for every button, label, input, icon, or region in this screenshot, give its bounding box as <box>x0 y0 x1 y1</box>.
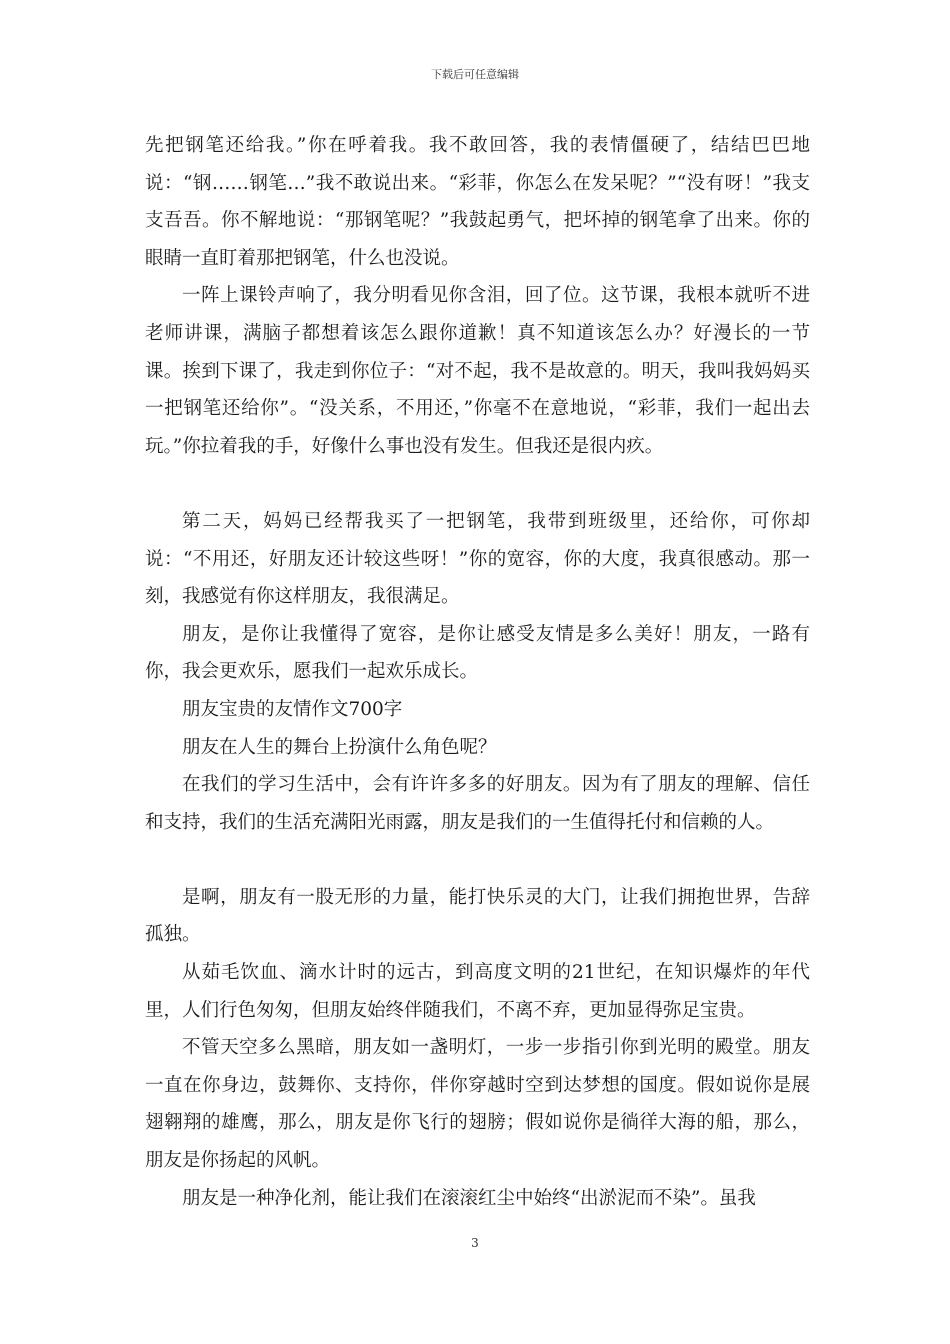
paragraph-1: 先把钢笔还给我。”你在呼着我。我不敢回答，我的表情僵硬了，结结巴巴地说：“钢……钢笔…”我不敢说出来。“彩菲，你怎么在发呆呢？”“没有呀！”我支支吾吾。你不解地说：“那钢笔呢？”我鼓起勇气，把坏掉的钢笔拿了出来。你的眼睛一直盯着那把钢笔，什么也没说。 <box>145 135 810 269</box>
paragraph-7: 是啊，朋友有一股无形的力量，能打快乐灵的大门，让我们拥抱世界，告辞孤独。 <box>145 886 810 946</box>
paragraph-9: 不管天空多么黑暗，朋友如一盏明灯，一步一步指引你到光明的殿堂。朋友一直在你身边，鼓舞你、支持你，伴你穿越时空到达梦想的国度。假如说你是展翅翱翔的雄鹰，那么，朋友是你飞行的翅膀；假如说你是徜徉大海的船，那么，朋友是你扬起的风帆。 <box>145 1037 810 1172</box>
paragraph-4: 朋友，是你让我懂得了宽容，是你让感受友情是多么美好！朋友，一路有你，我会更欢乐，愿我们一起欢乐成长。 <box>145 623 810 683</box>
paragraph-6: 在我们的学习生活中，会有许许多多的好朋友。因为有了朋友的理解、信任和支持，我们的生活充满阳光雨露，朋友是我们的一生值得托付和信赖的人。 <box>145 774 810 833</box>
paragraph-5: 朋友在人生的舞台上扮演什么角色呢？ <box>182 736 497 758</box>
paragraph-8: 从茹毛饮血、滴水计时的远古，到高度文明的21世纪，在知识爆炸的年代里，人们行色匆匆，但朋友始终伴随我们，不离不弃，更加显得弥足宝贵。 <box>145 962 810 1021</box>
blank-line <box>145 841 810 879</box>
paragraph-10: 朋友是一种净化剂，能让我们在滚滚红尘中始终“出淤泥而不染”。虽我 <box>182 1187 756 1209</box>
paragraph-2: 一阵上课铃声响了，我分明看见你含泪，回了位。这节课，我根本就听不进老师讲课，满脑子都想着该怎么跟你道歉！真不知道该怎么办？好漫长的一节课。挨到下课了，我走到你位子：“对不起，我不是故意的。明天，我叫我妈妈买一把钢笔还给你”。“没关系，不用还，”你毫不在意地说，“彩菲，我们一起出去玩。”你拉着我的手，好像什么事也没有发生。但我还是很内疚。 <box>145 285 810 457</box>
blank-line <box>145 465 810 503</box>
section-title: 朋友宝贵的友情作文700字 <box>182 698 403 720</box>
page-header: 下载后可任意编辑 <box>431 68 519 81</box>
page-number: 3 <box>471 1236 479 1250</box>
document-body <box>145 127 810 1217</box>
paragraph-3: 第二天，妈妈已经帮我买了一把钢笔，我带到班级里，还给你，可你却说：“不用还，好朋友还计较这些呀！”你的宽容，你的大度，我真很感动。那一刻，我感觉有你这样朋友，我很满足。 <box>145 510 810 608</box>
